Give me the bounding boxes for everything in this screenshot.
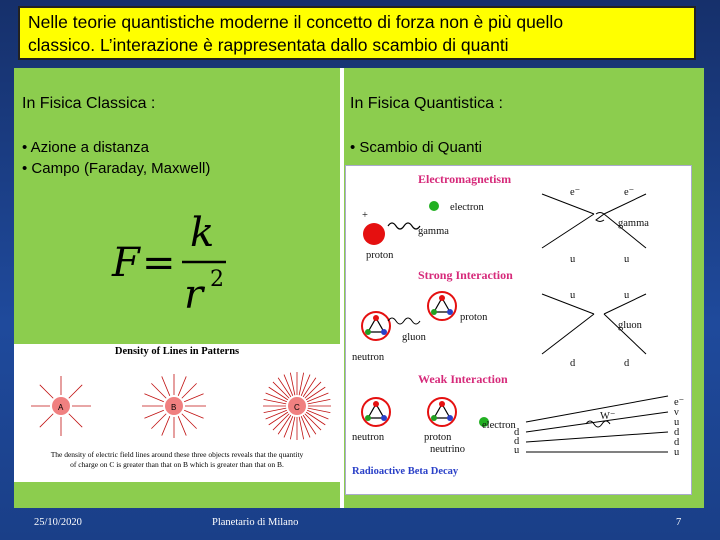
em-electron-label: electron <box>450 202 484 213</box>
quantum-heading: In Fisica Quantistica : <box>350 95 503 112</box>
title-line-2: classico. L’interazione è rappresentata dallo scambio di quanti <box>28 35 509 55</box>
weak-proton <box>428 398 456 426</box>
strong-line-1 <box>542 294 594 314</box>
em-line-1 <box>542 194 594 214</box>
density-caption <box>18 450 336 470</box>
field-line <box>162 416 170 435</box>
gluon-wave <box>388 318 420 324</box>
weak-mid-col: d d u <box>514 427 520 456</box>
weak-line-2 <box>526 412 668 432</box>
em-gamma-right: gamma <box>618 218 649 229</box>
weak-neutron <box>362 398 390 426</box>
neutron-triangle <box>362 312 390 340</box>
strong-neutron-label: neutron <box>352 352 385 363</box>
weak-title: Weak Interaction <box>418 372 508 386</box>
strong-line-2 <box>542 314 594 354</box>
weak-neutron-label: neutron <box>352 432 385 443</box>
footer-date: 25/10/2020 <box>34 517 82 528</box>
footer-place: Planetario di Milano <box>212 517 299 528</box>
field-lines-diagram <box>14 358 340 450</box>
quantum-interactions-figure <box>345 165 692 495</box>
strong-proton-label: proton <box>460 312 488 323</box>
title-box <box>18 6 696 60</box>
weak-w-label: W⁻ <box>600 411 616 422</box>
em-gamma-label: gamma <box>418 226 449 237</box>
field-line <box>144 410 163 418</box>
field-line <box>184 410 203 418</box>
field-line <box>162 376 170 395</box>
bullet-quanta-exchange: • Scambio di Quanti <box>350 139 482 156</box>
em-u-left: u <box>570 254 576 265</box>
em-e-right: e⁻ <box>624 187 635 198</box>
electron-ball <box>429 201 439 211</box>
proton-ball <box>363 223 385 245</box>
strong-d-left: d <box>570 358 576 369</box>
classical-bullets <box>22 137 210 179</box>
field-line <box>144 394 163 402</box>
field-line <box>40 414 53 427</box>
field-line <box>69 385 82 398</box>
charge-c-label: C <box>294 403 300 412</box>
density-title: Density of Lines in Patterns <box>114 346 240 357</box>
formula-exponent: 2 <box>210 267 224 292</box>
column-divider <box>340 68 344 508</box>
weak-proton-label: proton <box>424 432 452 443</box>
strong-u-right: u <box>624 290 630 301</box>
field-line <box>151 383 166 398</box>
field-line <box>178 376 186 395</box>
weak-electron-label: electron <box>482 420 516 431</box>
weak-right-col: e⁻ ν u d d u <box>674 397 685 458</box>
strong-gluon-label: gluon <box>402 332 426 343</box>
charge-b-label: B <box>171 403 177 412</box>
em-vertex-wave <box>596 213 604 222</box>
bullet-field: • Campo (Faraday, Maxwell) <box>22 160 211 177</box>
bullet-action-at-distance: • Azione a distanza <box>22 139 150 156</box>
strong-title: Strong Interaction <box>418 268 513 282</box>
formula-denominator: r <box>184 272 204 318</box>
title-line-1: Nelle teorie quantistiche moderne il concetto di forza non è più quello <box>28 12 564 32</box>
proton-triangle <box>428 292 456 320</box>
photon-wave <box>388 223 420 229</box>
em-u-right: u <box>624 254 630 265</box>
beta-decay-label: Radioactive Beta Decay <box>352 466 459 477</box>
formula-equals: = <box>142 240 176 286</box>
density-caption-line-1: The density of electric field lines around these three objects reveals that the quantity <box>50 450 304 459</box>
classical-heading: In Fisica Classica : <box>22 95 156 112</box>
field-line <box>178 416 186 435</box>
field-line <box>151 414 166 429</box>
field-density-figure <box>14 344 340 482</box>
em-e-left: e⁻ <box>570 187 581 198</box>
strong-gluon-right: gluon <box>618 320 642 331</box>
formula-numerator: k <box>190 210 215 256</box>
field-line <box>69 414 82 427</box>
strong-u-left: u <box>570 290 576 301</box>
weak-neutrino-label: neutrino <box>430 444 465 455</box>
em-plus: + <box>362 210 368 221</box>
density-caption-line-2: of charge on C is greater than that on B which is greater than that on B. <box>70 460 284 469</box>
strong-d-right: d <box>624 358 630 369</box>
em-proton-label: proton <box>366 250 394 261</box>
field-line <box>182 383 197 398</box>
coulomb-formula <box>110 200 250 320</box>
weak-line-3 <box>526 432 668 442</box>
field-line <box>182 414 197 429</box>
charge-a-label: A <box>58 403 64 412</box>
em-title: Electromagnetism <box>418 172 512 186</box>
quantum-bullets <box>350 137 482 158</box>
formula-lhs: F <box>112 240 140 286</box>
weak-line-1 <box>526 396 668 422</box>
field-line <box>40 385 53 398</box>
footer-page-number: 7 <box>676 517 682 528</box>
field-line <box>184 394 203 402</box>
em-line-2 <box>542 214 594 248</box>
